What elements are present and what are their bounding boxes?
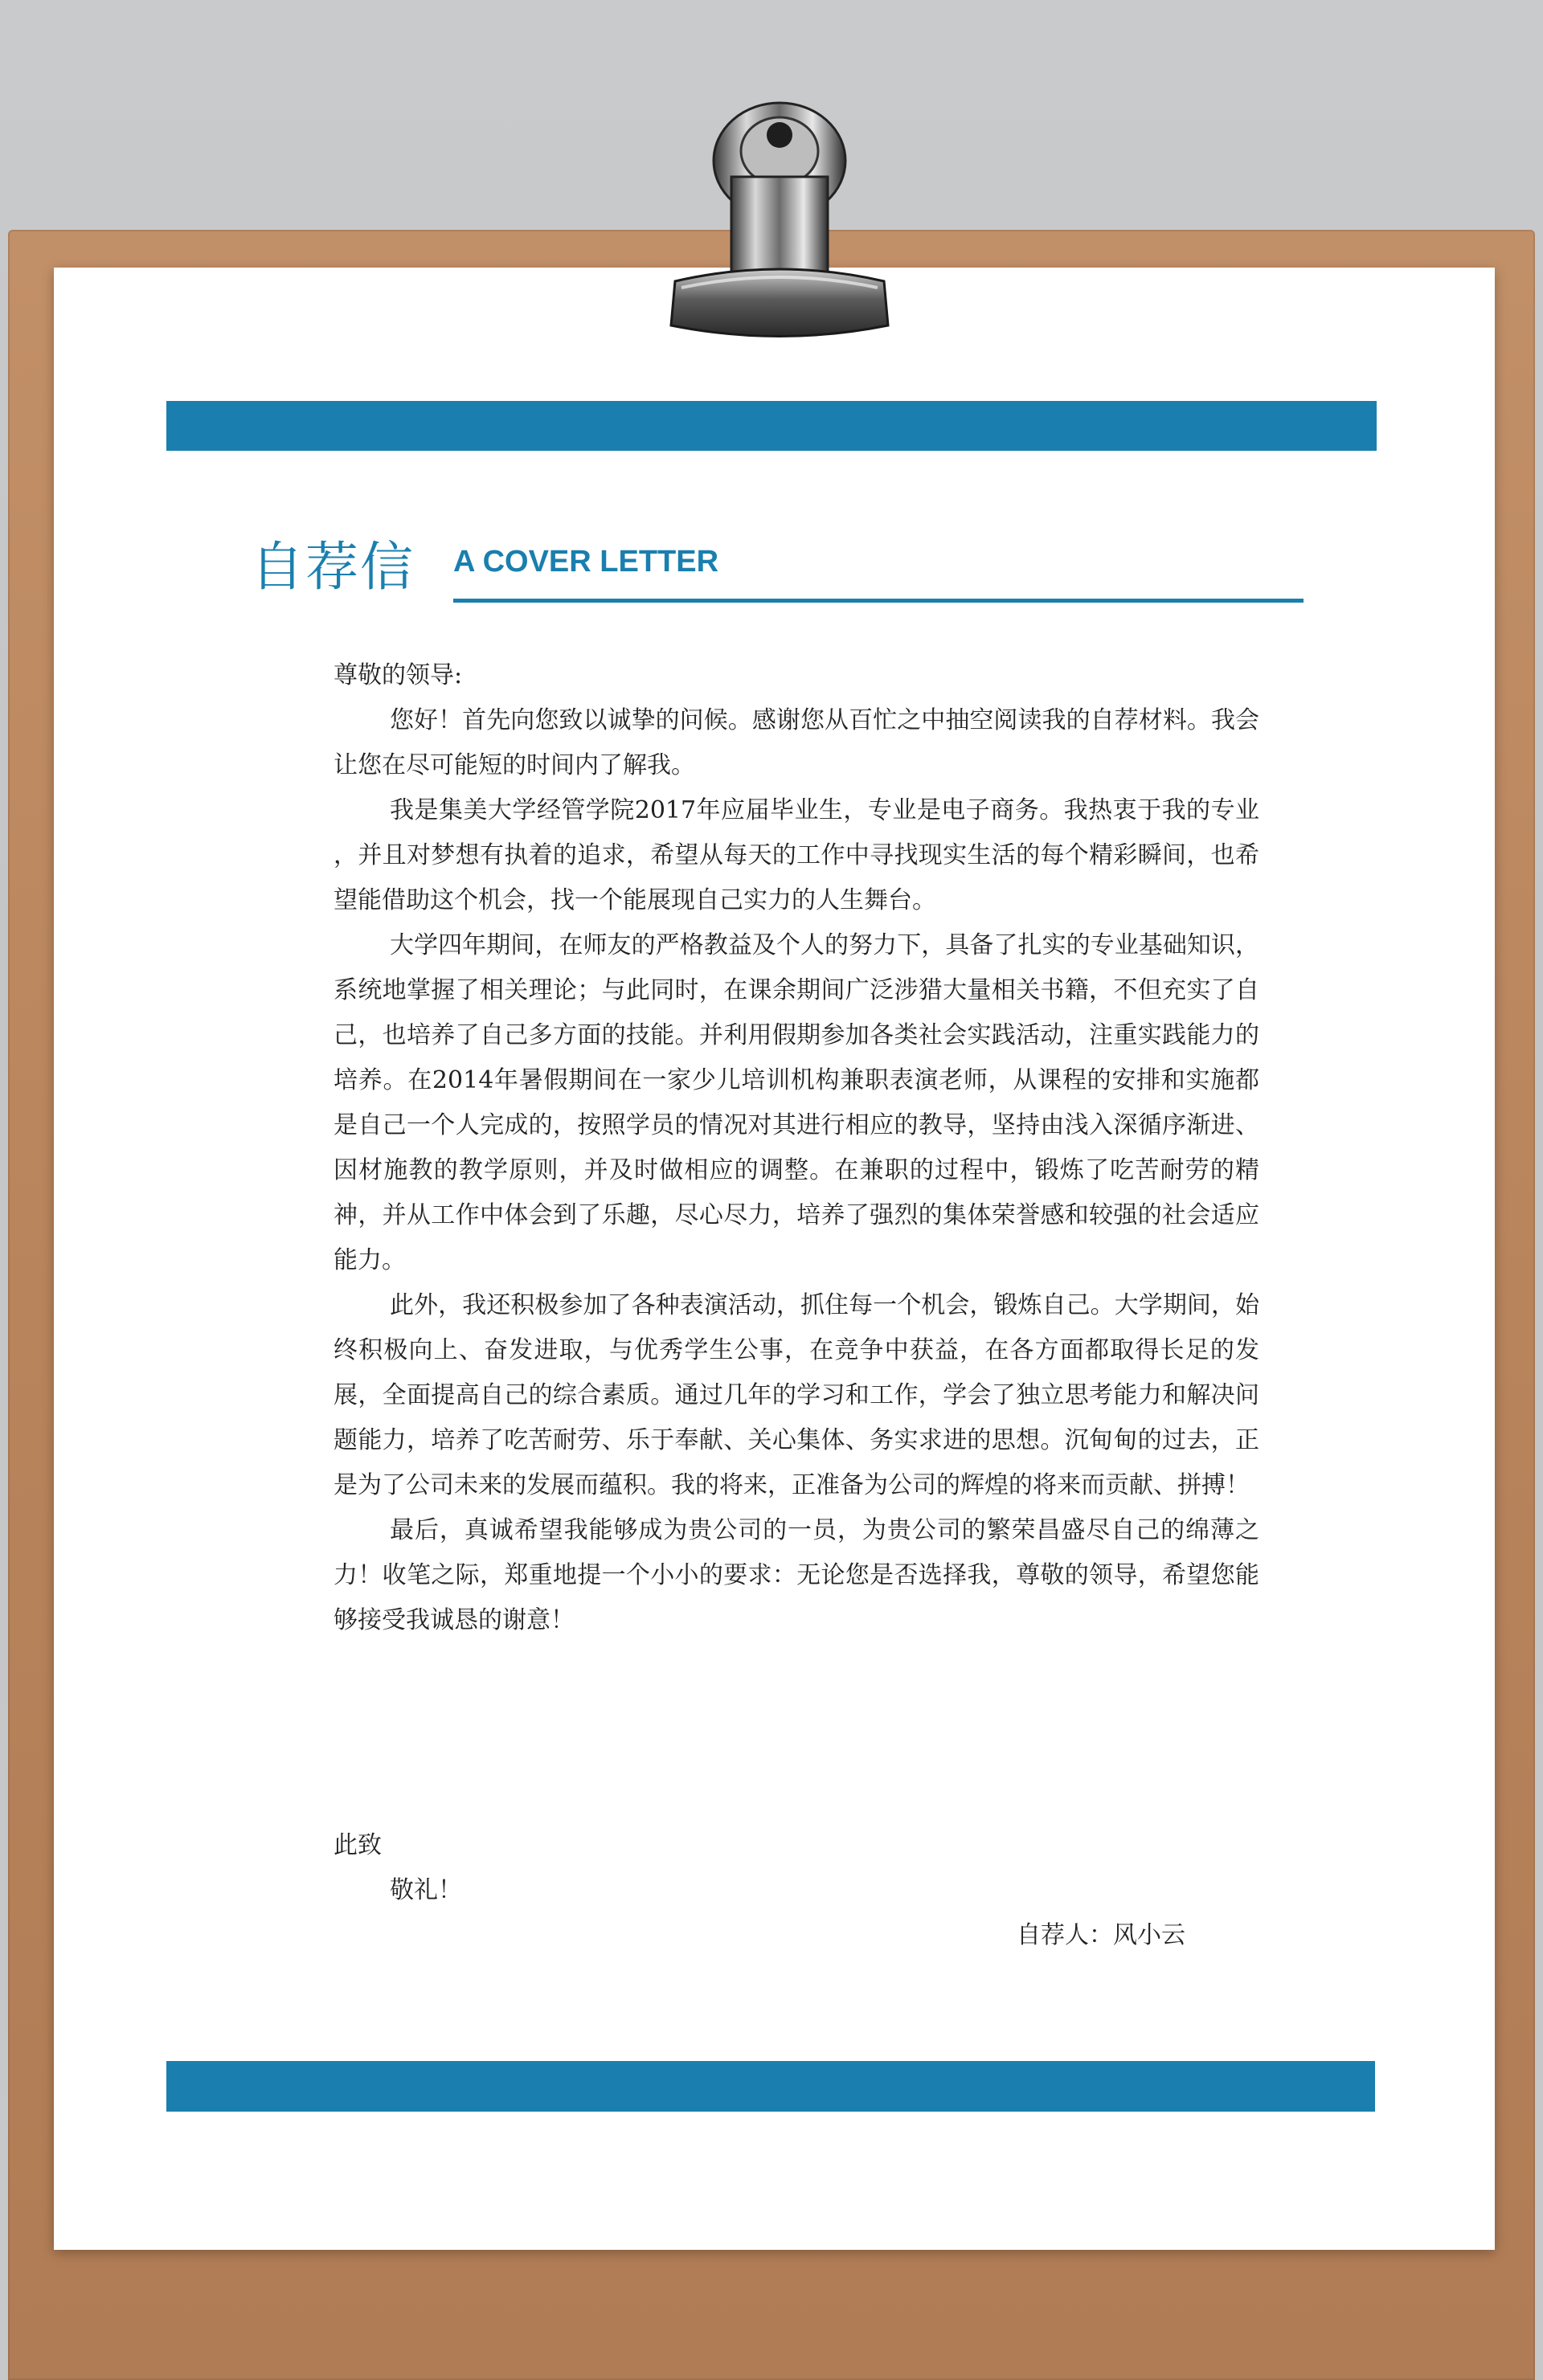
letter-paragraph: 此外，我还积极参加了各种表演活动，抓住每一个机会，锻炼自己。大学期间，始终积极向上、奋发进取，与优秀学生公事，在竞争中获益，在各方面都取得长足的发展，全面提高自己的综合素质。通过几年的学习和工作，学会了独立思考能力和解决问题能力，培养了吃苦耐劳、乐于奉献、关心集体、务实求进的思想。沉甸甸的过去，正是为了公司未来的发展而蕴积。我的将来，正准备为公司的辉煌的将来而贡献、拼搏！ — [334, 1291, 1259, 1499]
page-subtitle: A COVER LETTER — [453, 545, 719, 579]
letter-paper — [54, 268, 1495, 2250]
letter-signer: 自荐人：风小云 — [1017, 1921, 1185, 1949]
page-title: 自荐信 — [251, 536, 415, 598]
letter-paragraph: 我是集美大学经管学院2017年应届毕业生，专业是电子商务。我热衷于我的专业 ，并且对梦想有执着的追求，希望从每天的工作中寻找现实生活的每个精彩瞬间，也希望能借助这个机会，找一个能展现自己实力的人生舞台。 — [334, 796, 1259, 914]
top-accent-band — [166, 401, 1377, 451]
letter-closing: 此致 — [334, 1831, 382, 1859]
letter-regards: 敬礼！ — [390, 1876, 462, 1904]
letter-body — [334, 653, 1259, 1643]
letter-paragraph: 大学四年期间，在师友的严格教益及个人的努力下，具备了扎实的专业基础知识，系统地掌握了相关理论；与此同时，在课余期间广泛涉猎大量相关书籍，不但充实了自己，也培养了自己多方面的技能。并利用假期参加各类社会实践活动，注重实践能力的培养。在2014年暑假期间在一家少儿培训机构兼职表演老师，从课程的安排和实施都是自己一个人完成的，按照学员的情况对其进行相应的教导，坚持由浅入深循序渐进、因材施教的教学原则，并及时做相应的调整。在兼职的过程中，锻炼了吃苦耐劳的精神，并从工作中体会到了乐趣，尽心尽力，培养了强烈的集体荣誉感和较强的社会适应能力。 — [334, 931, 1259, 1274]
bottom-accent-band — [166, 2061, 1375, 2112]
letter-paragraph: 您好！首先向您致以诚挚的问候。感谢您从百忙之中抽空阅读我的自荐材料。我会让您在尽可能短的时间内了解我。 — [334, 706, 1259, 779]
letter-greeting: 尊敬的领导: — [334, 661, 463, 689]
binder-clip-icon — [611, 48, 948, 354]
letter-paragraph: 最后，真诚希望我能够成为贵公司的一员，为贵公司的繁荣昌盛尽自己的绵薄之力！收笔之际，郑重地提一个小小的要求：无论您是否选择我，尊敬的领导，希望您能够接受我诚恳的谢意！ — [334, 1516, 1259, 1634]
title-underline — [453, 599, 1304, 603]
